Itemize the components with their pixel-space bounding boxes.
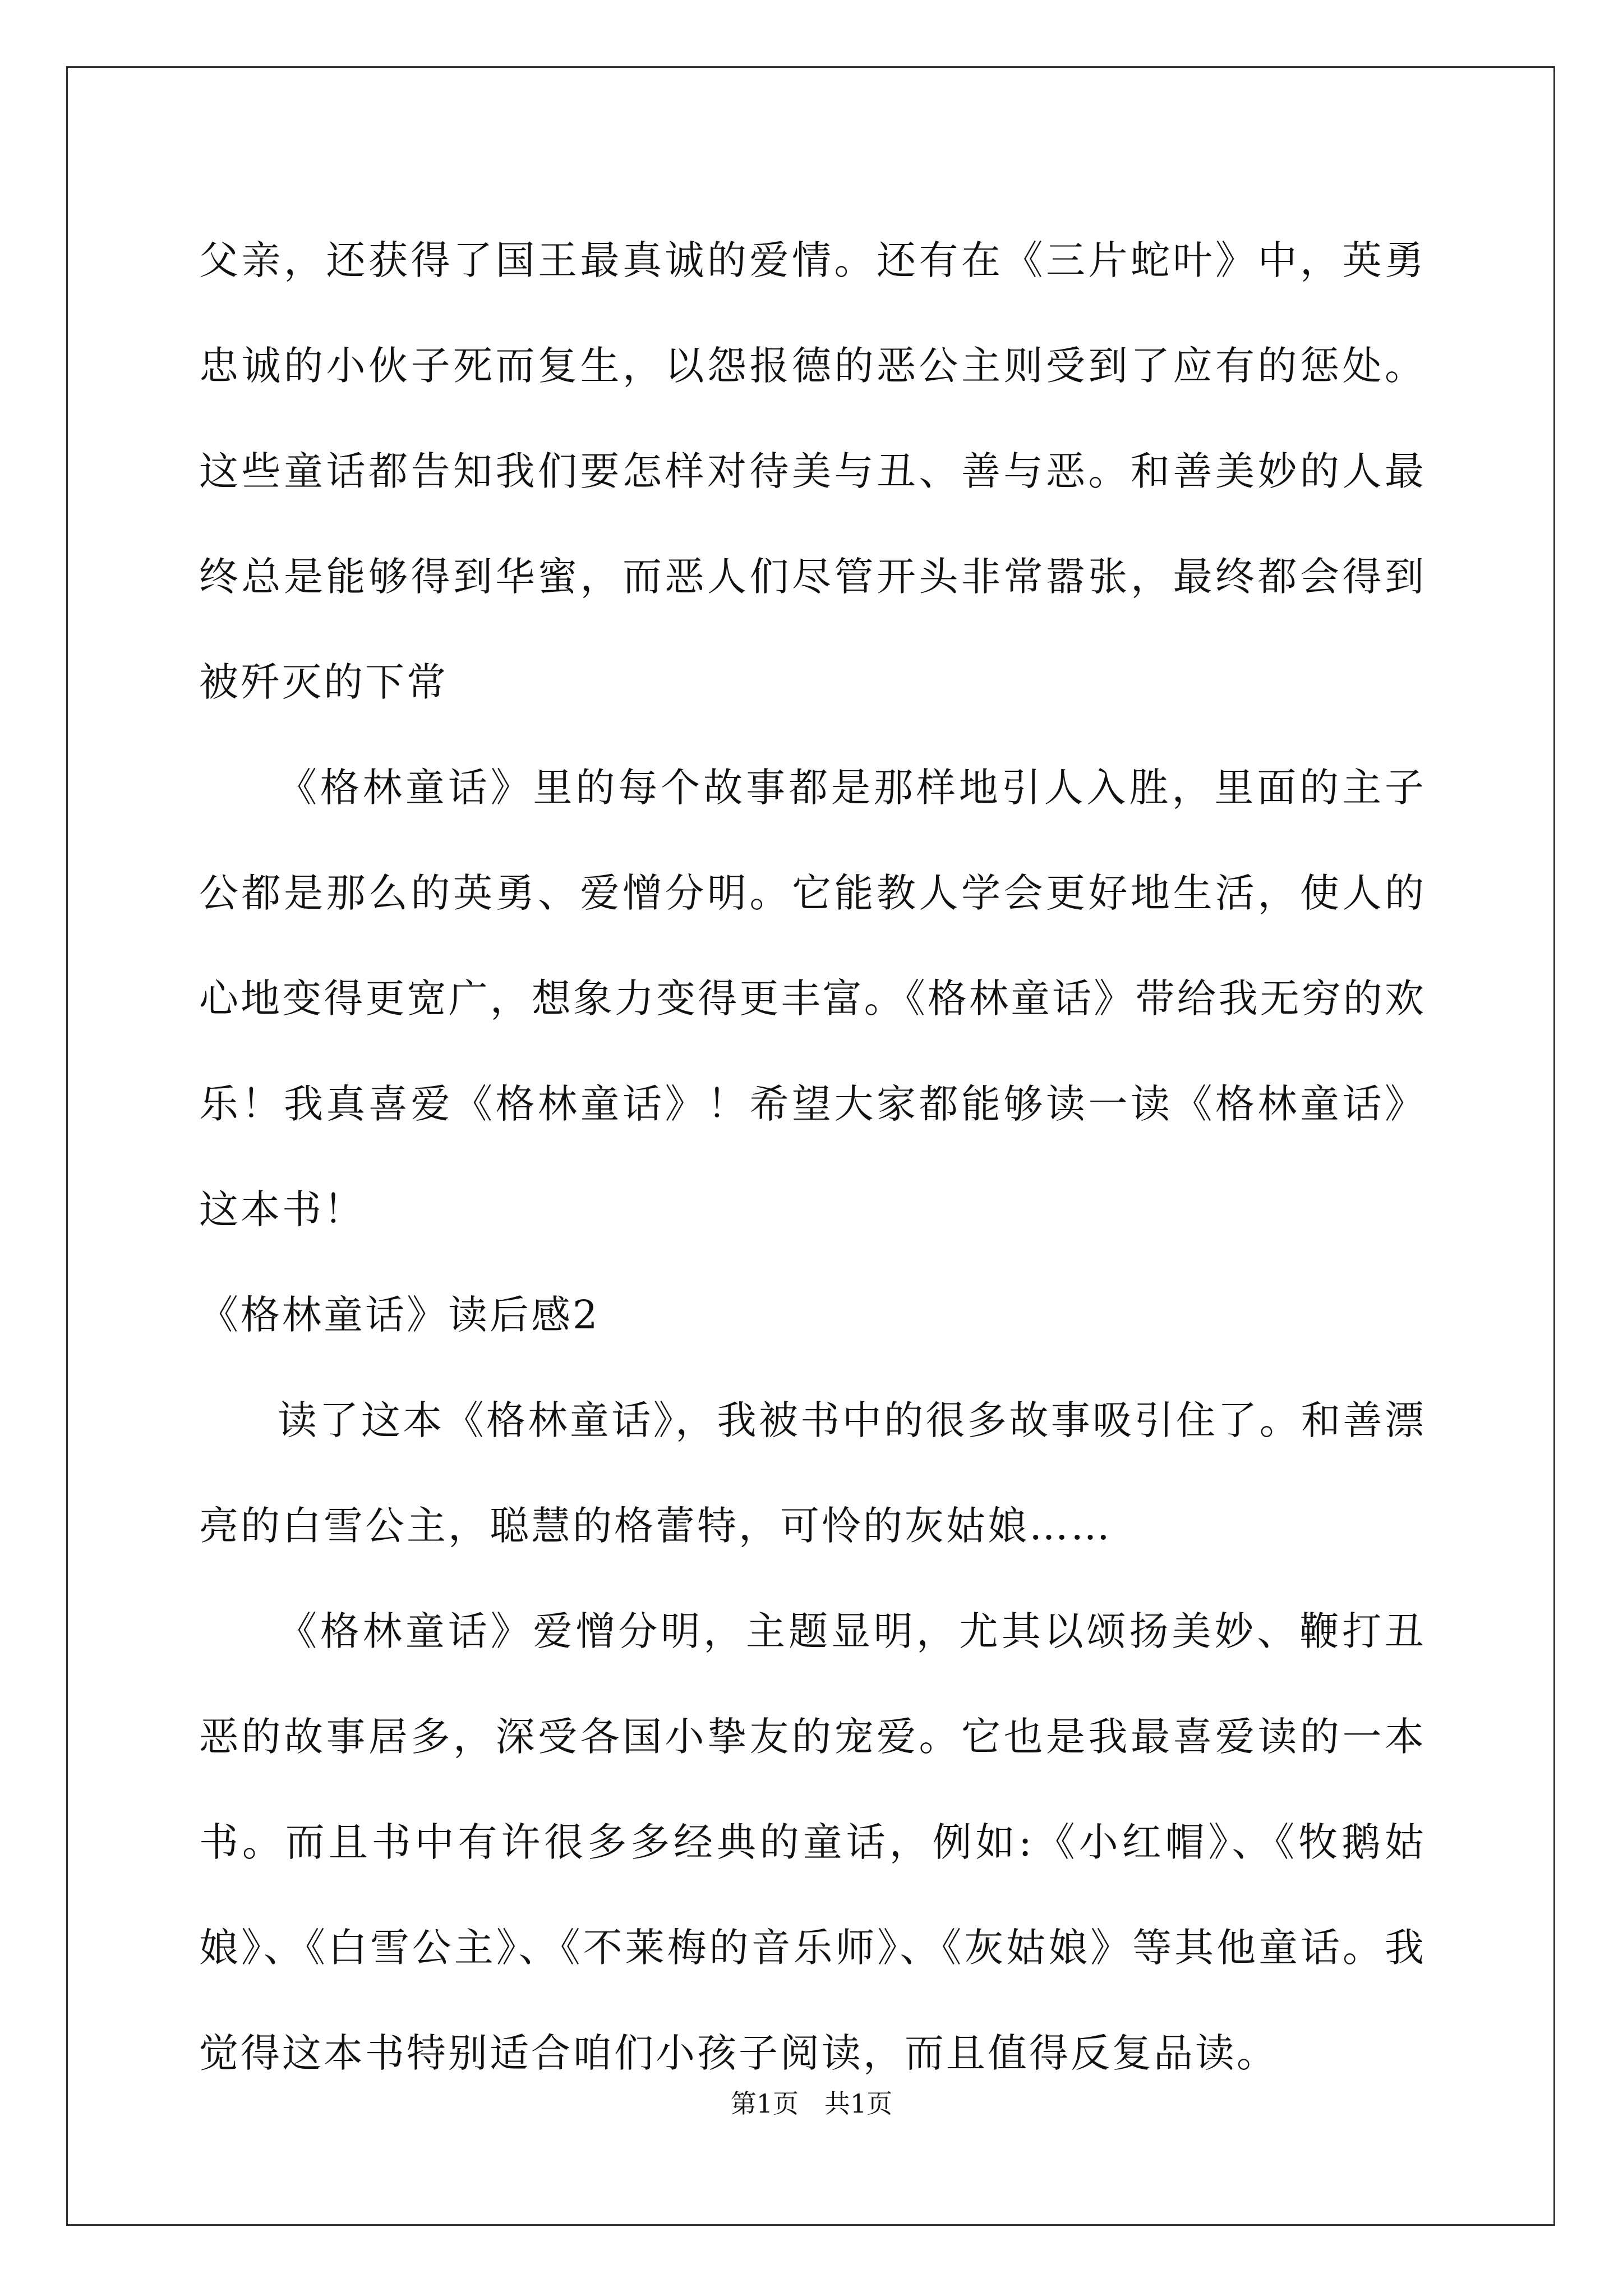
document-body bbox=[199, 208, 1426, 2106]
section-heading: 《格林童话》读后感2 bbox=[199, 1292, 600, 1338]
page-footer: 第1页 共1页 bbox=[730, 2088, 893, 2119]
paragraph-4: 《格林童话》爱憎分明，主题显明，尤其以颂扬美妙、鞭打丑恶的故事居多，深受各国小挚友的宠爱。它也是我最喜爱读的一本书。而且书中有许很多多经典的童话，例如:《小红帽》、《牧鹅姑娘》、《白雪公主》、《不莱梅的音乐师》、《灰姑娘》等其他童话。我觉得这本书特别适合咱们小孩子阅读，而且值得反复品读。 bbox=[199, 1608, 1426, 2076]
paragraph-3: 读了这本《格林童话》，我被书中的很多故事吸引住了。和善漂亮的白雪公主，聪慧的格蕾特，可怜的灰姑娘…… bbox=[199, 1397, 1426, 1549]
paragraph-2: 《格林童话》里的每个故事都是那样地引人入胜，里面的主子公都是那么的英勇、爱憎分明。它能教人学会更好地生活，使人的心地变得更宽广，想象力变得更丰富。《格林童话》带给我无穷的欢乐！我真喜爱《格林童话》！希望大家都能够读一读《格林童话》这本书！ bbox=[199, 765, 1426, 1232]
paragraph-1: 父亲，还获得了国王最真诚的爱情。还有在《三片蛇叶》中，英勇忠诚的小伙子死而复生，以怨报德的恶公主则受到了应有的惩处。这些童话都告知我们要怎样对待美与丑、善与恶。和善美妙的人最终总是能够得到华蜜，而恶人们尽管开头非常嚣张，最终都会得到被歼灭的下常 bbox=[199, 237, 1426, 705]
